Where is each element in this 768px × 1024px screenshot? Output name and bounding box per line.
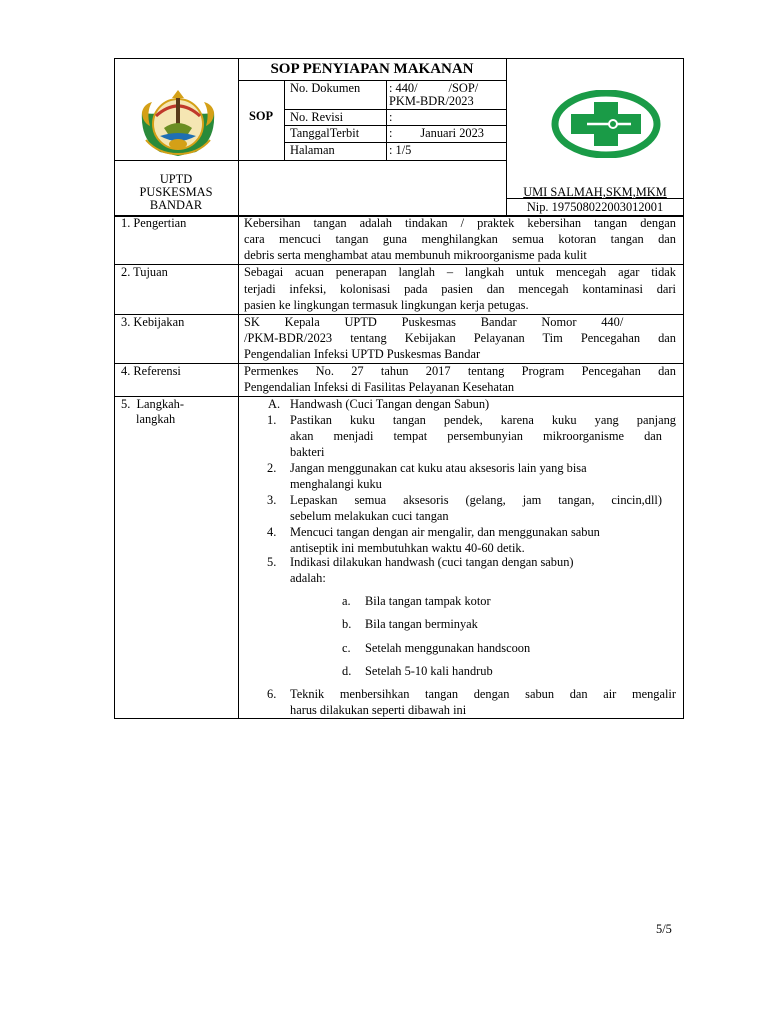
step-number: 3. [267,493,277,507]
step-line: menghalangi kuku [290,477,382,491]
step-number: 5. [267,555,277,569]
meta-value-tanggal-terbit: : Januari 2023 [389,126,484,140]
section-label-kebijakan: 3. Kebijakan [121,315,185,329]
tujuan-line: terjadi infeksi, kolonisasi pada pasien dan mencegah kontaminasi dari [244,282,676,296]
tujuan-line: pasien ke lingkungan termasuk lingkungan kerja petugas. [244,298,529,312]
org-name-line-1: UPTD [159,172,193,186]
meta-value-halaman: : 1/5 [389,143,412,157]
org-name-line-2: PUSKESMAS [139,185,213,199]
meta-label-no-revisi: No. Revisi [290,110,344,124]
meta-value-no-revisi: : [389,110,393,124]
signer-nip: Nip. 197508022003012001 [526,200,664,214]
referensi-line: Permenkes No. 27 tahun 2017 tentang Program Pencegahan dan [244,364,676,378]
sub-item-text: Setelah menggunakan handscoon [365,641,531,655]
step-line: Mencuci tangan dengan air mengalir, dan menggunakan sabun [290,525,600,539]
meta-label-halaman: Halaman [290,143,335,157]
step-number: 2. [267,461,277,475]
document-title: SOP PENYIAPAN MAKANAN [270,61,474,77]
step-line: harus dilakukan seperti dibawah ini [290,703,467,717]
sub-item-marker: b. [342,617,352,631]
pengertian-line: Kebersihan tangan adalah tindakan / praktek kebersihan tangan dengan [244,216,676,230]
sub-item-text: Bila tangan tampak kotor [365,594,491,608]
step-line: Jangan menggunakan cat kuku atau aksesoris lain yang bisa [290,461,587,475]
kebijakan-line: Pengendalian Infeksi UPTD Puskesmas Bandar [244,347,481,361]
step-number: 1. [267,413,277,427]
sub-item-text: Bila tangan berminyak [365,617,478,631]
sop-label: SOP [248,109,274,123]
pengertian-line: cara mencuci tangan guna menghilangkan semua kotoran tangan dan [244,232,676,246]
regency-emblem-logo [138,82,218,158]
step-line: Teknik menbersihkan tangan dengan sabun dan air mengalir [290,687,676,701]
section-label-langkah: 5. Langkah- [121,397,184,411]
meta-label-tanggal-terbit: TanggalTerbit [290,126,360,140]
step-line: bakteri [290,445,325,459]
step-number: 6. [267,687,277,701]
sub-item-text: Setelah 5-10 kali handrub [365,664,493,678]
signer-name: UMI SALMAH,SKM,MKM [523,185,667,199]
sub-item-marker: d. [342,664,352,678]
kebijakan-line: /PKM-BDR/2023 tentang Kebijakan Pelayanan Tim Pencegahan dan [244,331,676,345]
puskesmas-green-cross-logo [551,90,661,158]
handwash-heading-marker: A. [268,397,281,411]
kebijakan-line: SK Kepala UPTD Puskesmas Bandar Nomor 440/ [244,315,624,329]
section-label-referensi: 4. Referensi [121,364,181,378]
step-line: Lepaskan semua aksesoris (gelang, jam tangan, cincin,dll) [290,493,662,507]
page-number: 5/5 [656,922,672,936]
handwash-heading: Handwash (Cuci Tangan dengan Sabun) [290,397,490,411]
step-line: sebelum melakukan cuci tangan [290,509,449,523]
meta-value-no-dokumen-2: PKM-BDR/2023 [389,94,474,108]
step-line: Pastikan kuku tangan pendek, karena kuku yang panjang [290,413,676,427]
meta-label-no-dokumen: No. Dokumen [290,81,361,95]
meta-value-no-dokumen: : 440/ /SOP/ [389,81,479,95]
section-label-tujuan: 2. Tujuan [121,265,168,279]
step-line: adalah: [290,571,326,585]
step-line: antiseptik ini membutuhkan waktu 40-60 detik. [290,541,525,555]
step-number: 4. [267,525,277,539]
step-line: Indikasi dilakukan handwash (cuci tangan dengan sabun) [290,555,574,569]
tujuan-line: Sebagai acuan penerapan langlah – langkah untuk mencegah agar tidak [244,265,676,279]
section-label-langkah-2: langkah [136,412,176,426]
section-label-pengertian: 1. Pengertian [121,216,187,230]
org-name-line-3: BANDAR [149,198,203,212]
sub-item-marker: a. [342,594,351,608]
pengertian-line: debris serta menghambat atau membunuh mikroorganisme pada kulit [244,248,587,262]
sub-item-marker: c. [342,641,351,655]
referensi-line: Pengendalian Infeksi di Fasilitas Pelayanan Kesehatan [244,380,515,394]
step-line: akan menjadi tempat persembunyian mikroorganisme dan [290,429,662,443]
